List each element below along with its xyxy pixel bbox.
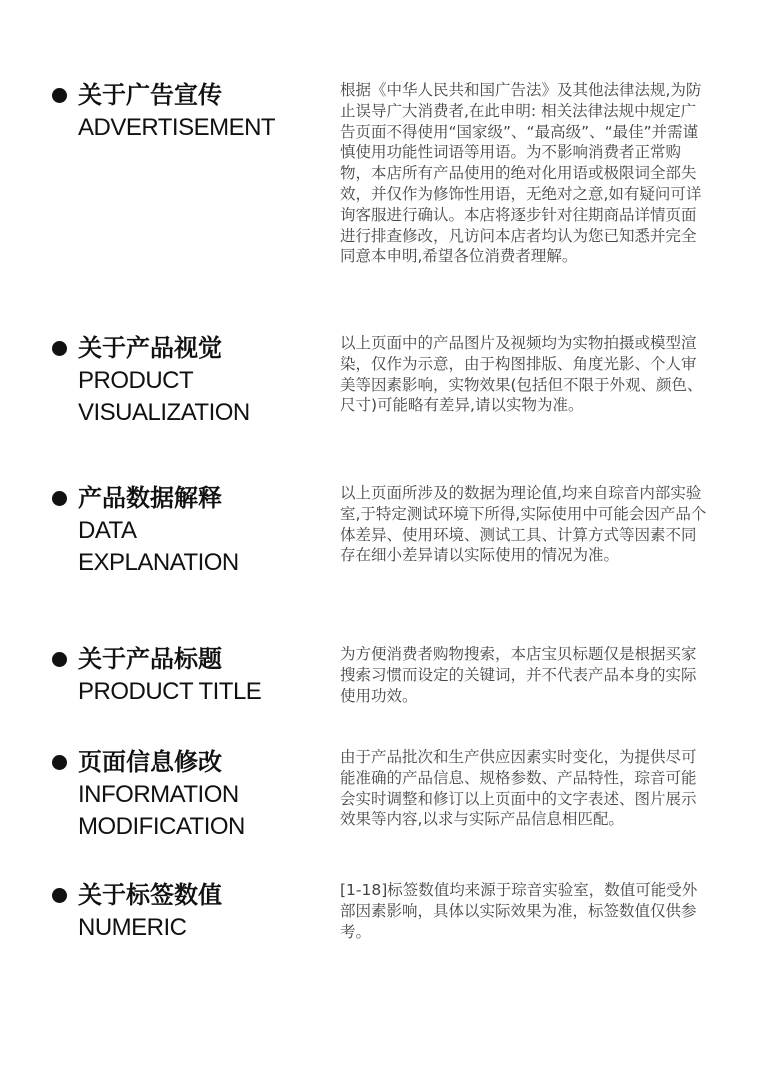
bullet-dot-icon	[52, 88, 67, 103]
section-description: 以上页面中的产品图片及视频均为实物拍摄或模型渲染，仅作为示意，由于构图排版、角度光影、个人审美等因素影响，实物效果(包括但不限于外观、颜色、尺寸)可能略有差异,请以实物为准。	[340, 334, 703, 415]
section-title-en	[78, 676, 308, 708]
section-title-en	[78, 365, 308, 429]
section-title-en-line: PRODUCT TITLE	[78, 678, 262, 705]
section-description: 为方便消费者购物搜索，本店宝贝标题仅是根据买家搜索习惯而设定的关键词，并不代表产品本身的实际使用功效。	[340, 645, 697, 705]
bullet-dot-icon	[52, 341, 67, 356]
section-title-en	[78, 515, 308, 579]
section-title-cn: 产品数据解释	[78, 484, 222, 512]
bullet-dot-icon	[52, 491, 67, 506]
section-title-en	[78, 112, 308, 144]
section-title-en-line: MODIFICATION	[78, 813, 245, 840]
section-title-cn: 关于广告宣传	[78, 81, 222, 109]
section-title-cn: 关于产品视觉	[78, 334, 222, 362]
section-title-en-line: INFORMATION	[78, 781, 239, 808]
section-title-cn: 页面信息修改	[78, 748, 222, 776]
section-title-en-line: NUMERIC	[78, 914, 187, 941]
bullet-dot-icon	[52, 652, 67, 667]
section-title-en-line: DATA	[78, 517, 137, 544]
section-description: 以上页面所涉及的数据为理论值,均来自琮音内部实验室,于特定测试环境下所得,实际使用中可能会因产品个体差异、使用环境、测试工具、计算方式等因素不同存在细小差异请以实际使用的情况为准。	[340, 484, 707, 565]
section-title-cn: 关于产品标题	[78, 645, 222, 673]
section-title-cn: 关于标签数值	[78, 881, 222, 909]
section-description: 根据《中华人民共和国广告法》及其他法律法规,为防止误导广大消费者,在此申明: 相关法律法规中规定广告页面不得使用“国家级”、“最高级”、“最佳”并需谨慎使用功能性词语等用语。为不影响消费者正常购物，本店所有产品使用的绝对化用语或极限词全部失效，并仅作为修饰性用语，无绝对之意,如有疑问可详询客服进行确认。本店将逐步针对往期商品详情页面进行排查修改，凡访问本店者均认为您已知悉并完全同意本申明,希望各位消费者理解。	[340, 81, 702, 266]
section-title-en-line: PRODUCT	[78, 367, 194, 394]
section-title-en	[78, 912, 308, 944]
section-title-en-line: VISUALIZATION	[78, 399, 250, 426]
section-description: 由于产品批次和生产供应因素实时变化，为提供尽可能准确的产品信息、规格参数、产品特性，琮音可能会实时调整和修订以上页面中的文字表述、图片展示效果等内容,以求与实际产品信息相匹配。	[340, 748, 697, 829]
section-title-en	[78, 779, 308, 843]
bullet-dot-icon	[52, 888, 67, 903]
bullet-dot-icon	[52, 755, 67, 770]
section-title-en-line: EXPLANATION	[78, 549, 239, 576]
section-description: [1-18]标签数值均来源于琮音实验室，数值可能受外部因素影响，具体以实际效果为准，标签数值仅供参考。	[340, 881, 698, 941]
section-title-en-line: ADVERTISEMENT	[78, 114, 276, 141]
